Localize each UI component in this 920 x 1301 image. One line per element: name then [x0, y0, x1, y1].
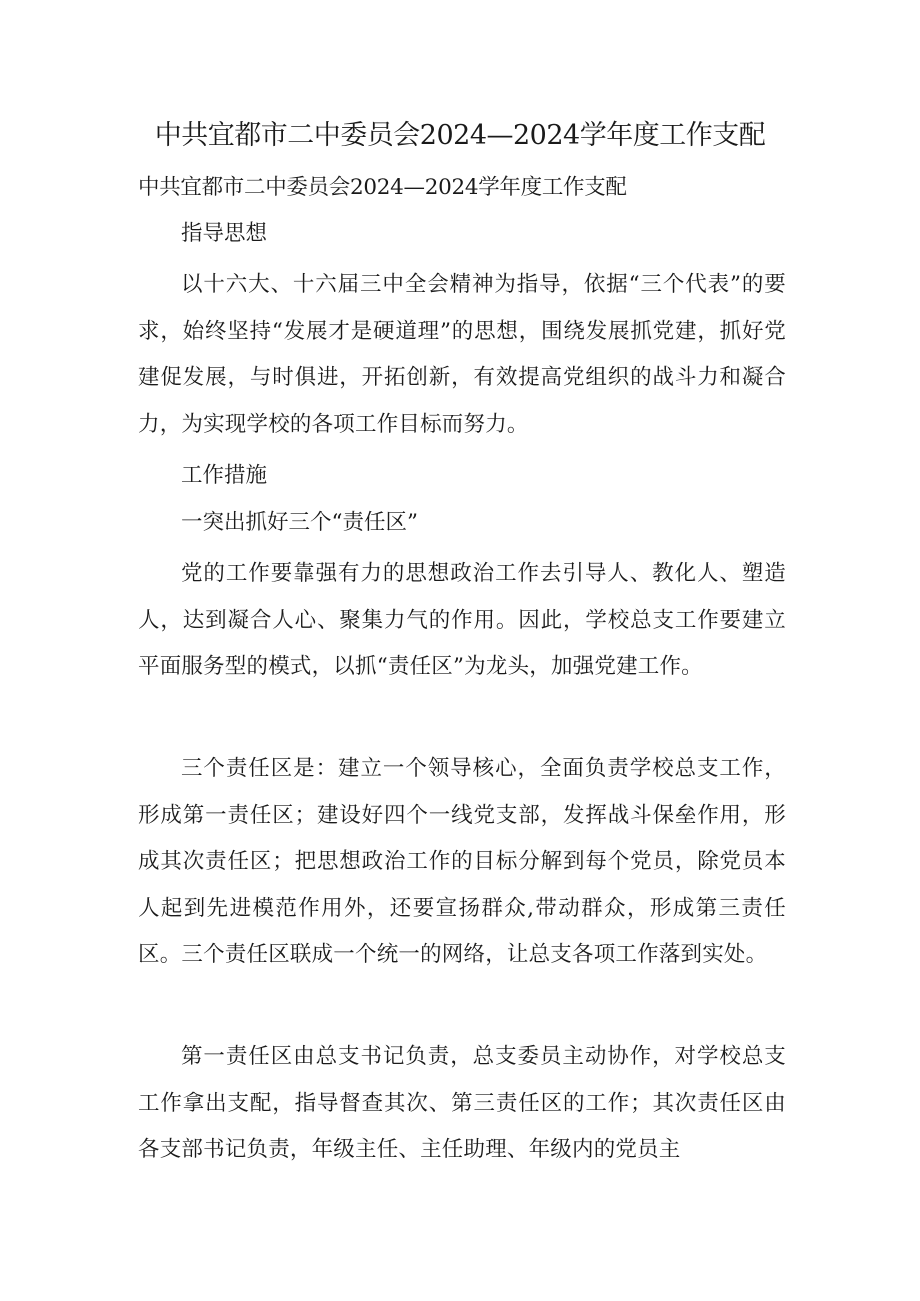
paragraph-three: 第一责任区由总支书记负责，总支委员主动协作，对学校总支工作拿出支配，指导督查其次、第三责任区的工作；其次责任区由各支部书记负责，年级主任、主任助理、年级内的党员主 — [138, 1044, 786, 1162]
subsection-heading-one: 一突出抓好三个“责任区” — [181, 510, 418, 535]
paragraph-two: 三个责任区是：建立一个领导核心，全面负责学校总支工作，形成第一责任区；建设好四个一线党支部，发挥战斗保垒作用，形成其次责任区；把思想政治工作的目标分解到每个党员，除党员本人起到先进模范作用外，还要宣扬群众,带动群众，形成第三责任区。三个责任区联成一个统一的网络，让总支各项工作落到实处。 — [138, 756, 786, 967]
section-heading-measures: 工作措施 — [181, 463, 268, 488]
document-title: 中共宜都市二中委员会2024—2024学年度工作支配 — [154, 120, 766, 151]
section-heading-guiding: 指导思想 — [181, 221, 268, 246]
paragraph-one: 党的工作要靠强有力的思想政治工作去引导人、教化人、塑造人，达到凝合人心、聚集力气的作用。因此，学校总支工作要建立平面服务型的模式，以抓“责任区”为龙头，加强党建工作。 — [138, 561, 786, 679]
document-subtitle: 中共宜都市二中委员会2024—2024学年度工作支配 — [138, 175, 627, 200]
paragraph-guiding: 以十六大、十六届三中全会精神为指导，依据“三个代表”的要求，始终坚持“发展才是硬道理”的思想，围绕发展抓党建，抓好党建促发展，与时俱进，开拓创新，有效提高党组织的战斗力和凝合力，为实现学校的各项工作目标而努力。 — [138, 272, 786, 437]
